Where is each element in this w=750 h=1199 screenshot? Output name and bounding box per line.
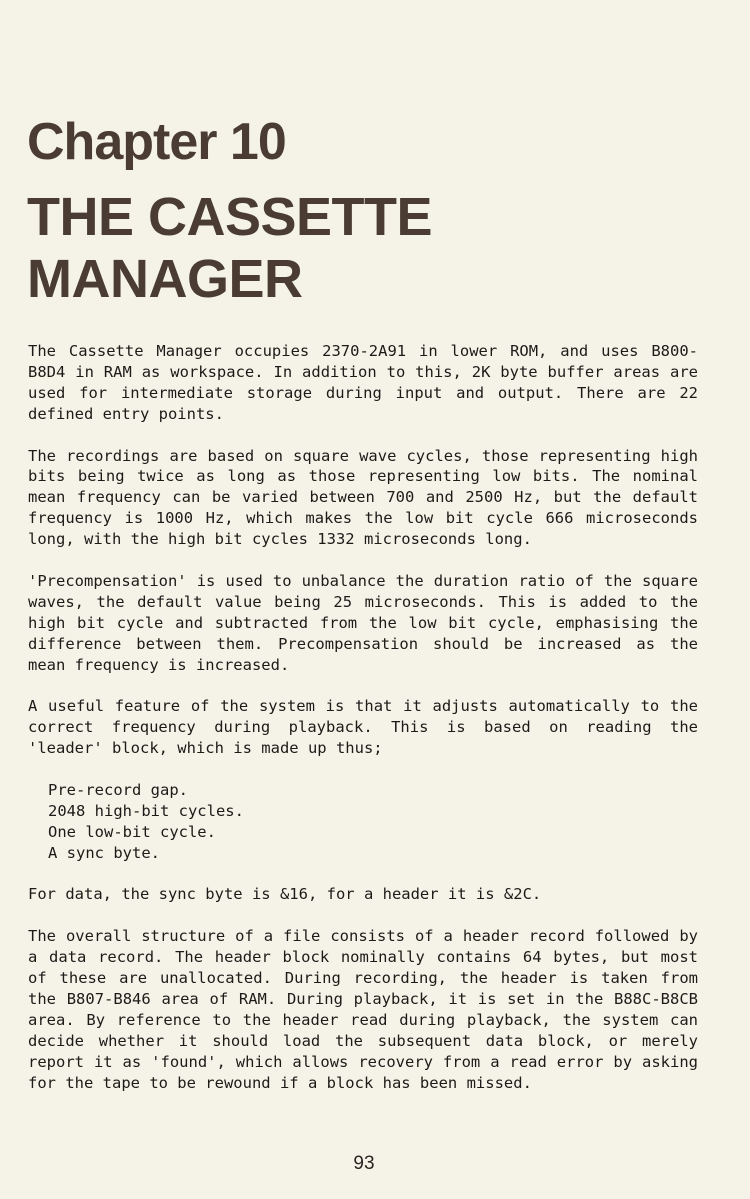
paragraph-playback: A useful feature of the system is that it adjusts automatically to the correct frequency during playback. This is based on reading the 'leader' block, which is made up thus; (28, 697, 698, 758)
chapter-title-line-1: THE CASSETTE (27, 187, 433, 247)
paragraph-precompensation: 'Precompensation' is used to unbalance the duration ratio of the square waves, the default value being 25 microseconds. This is added to the high bit cycle and subtracted from the low bit cycle, emphasising the difference between them. Precompensation should be increased as the mean frequency is increased. (28, 571, 698, 674)
paragraph-recordings: The recordings are based on square wave cycles, those representing high bits being twice as long as those representing low bits. The nominal mean frequency can be varied between 700 and 2500 Hz, but the default frequency is 1000 Hz, which makes the low bit cycle 666 microseconds long, with the high bit cycles 1332 microseconds long. (28, 446, 698, 549)
chapter-number: Chapter 10 (27, 113, 286, 171)
leader-block-list (48, 780, 698, 864)
chapter-title-line-2: MANAGER (27, 249, 303, 309)
paragraph-file-structure: The overall structure of a file consists of a header record followed by a data record. The header block nominally contains 64 bytes, but most of these are unallocated. During recording, the header is taken from the B807-B846 area of RAM. During playback, it is set in the B88C-B8CB area. By reference to the header read during playback, the system can decide whether it should load the subsequent data block, or merely report it as 'found', which allows recovery from a read error by asking for the tape to be rewound if a block has been missed. (28, 927, 698, 1092)
paragraph-memory-usage: The Cassette Manager occupies 2370-2A91 in lower ROM, and uses B800-B8D4 in RAM as workspace. In addition to this, 2K byte buffer areas are used for intermediate storage during input and output. There are 22 defined entry points. (28, 342, 698, 423)
list-item: One low-bit cycle. (48, 822, 216, 841)
paragraph-sync-byte: For data, the sync byte is &16, for a header it is &2C. (28, 885, 542, 904)
list-item: 2048 high-bit cycles. (48, 801, 244, 820)
body-text (28, 341, 698, 1114)
list-item: A sync byte. (48, 843, 160, 862)
chapter-title (27, 186, 432, 310)
list-item: Pre-record gap. (48, 780, 188, 799)
page-number: 93 (353, 1153, 375, 1174)
